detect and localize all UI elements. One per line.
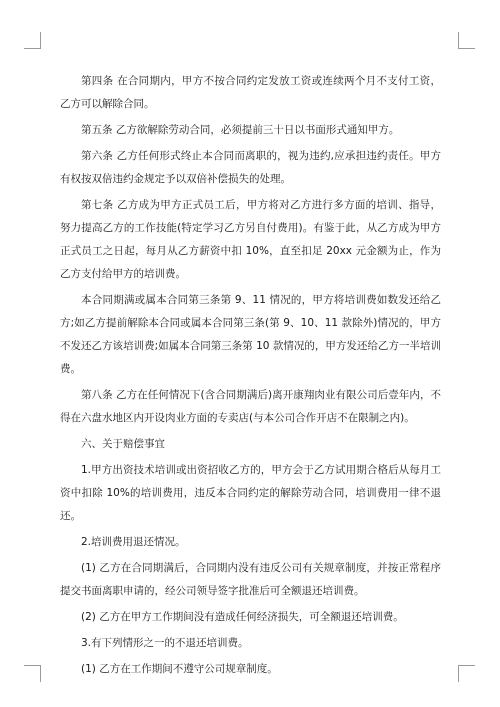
crop-mark-top-left — [24, 32, 41, 49]
crop-mark-bottom-right — [458, 665, 475, 682]
paragraph-item-2: 2.培训费用退还情况。 — [81, 536, 186, 548]
paragraph-item-3: 3.有下列情形之一的不退还培训费。 — [81, 637, 249, 649]
paragraph-item-1: 1.甲方出资技术培训或出资招收乙方的，甲方会于乙方试用期合格后从每月工资中扣除 10%的培训费用，违反本合同约定的解除劳动合同，培训费用一律不退还。 — [60, 464, 441, 522]
paragraph-article-4: 第四条 在合同期内，甲方不按合同约定发放工资或连续两个月不支付工资，乙方可以解除合同。 — [60, 75, 441, 110]
paragraph-article-8: 第八条 乙方在任何情况下(含合同期满后)离开康翔肉业有限公司后壹年内，不得在六盘水地区内开设肉业方面的专卖店(与本公司合作开店不在限制之内)。 — [60, 389, 441, 424]
document-body — [60, 70, 441, 684]
paragraph-item-3-1: (1) 乙方在工作期间不遵守公司规章制度。 — [81, 663, 278, 675]
paragraph-item-2-2: (2) 乙方在甲方工作期间没有造成任何经济损失，可全额退还培训费。 — [81, 611, 404, 623]
crop-mark-bottom-left — [24, 665, 41, 682]
paragraph-training-fee-refund: 本合同期满或属本合同第三条第 9、11 情况的，甲方将培训费如数发还给乙方;如乙方提前解除本合同或属本合同第三条(第 9、10、11 款除外)情况的，甲方不发还乙方该培训费;如属本合同第三条第 10 款情况的，甲方发还给乙方一半培训费。 — [60, 294, 441, 375]
paragraph-article-7: 第七条 乙方成为甲方正式员工后，甲方将对乙方进行多方面的培训、指导，努力提高乙方的工作技能(特定学习乙方另自付费用)。有鉴于此，从乙方成为甲方正式员工之日起，每月从乙方薪资中扣 10%，直至扣足 20xx 元金额为止，作为乙方支付给甲方的培训费。 — [60, 199, 441, 280]
section-heading-compensation: 六、关于赔偿事宜 — [81, 438, 165, 450]
paragraph-article-5: 第五条 乙方欲解除劳动合同，必须提前三十日以书面形式通知甲方。 — [81, 124, 400, 136]
paragraph-item-2-1: (1) 乙方在合同期满后，合同期内没有违反公司有关规章制度，并按正常程序提交书面离职申请的，经公司领导签字批准后可全额退还培训费。 — [60, 562, 441, 597]
paragraph-article-6: 第六条 乙方任何形式终止本合同而离职的，视为违约,应承担违约责任。甲方有权按双倍违约金规定予以双倍补偿损失的处理。 — [60, 150, 441, 185]
crop-mark-top-right — [458, 32, 475, 49]
